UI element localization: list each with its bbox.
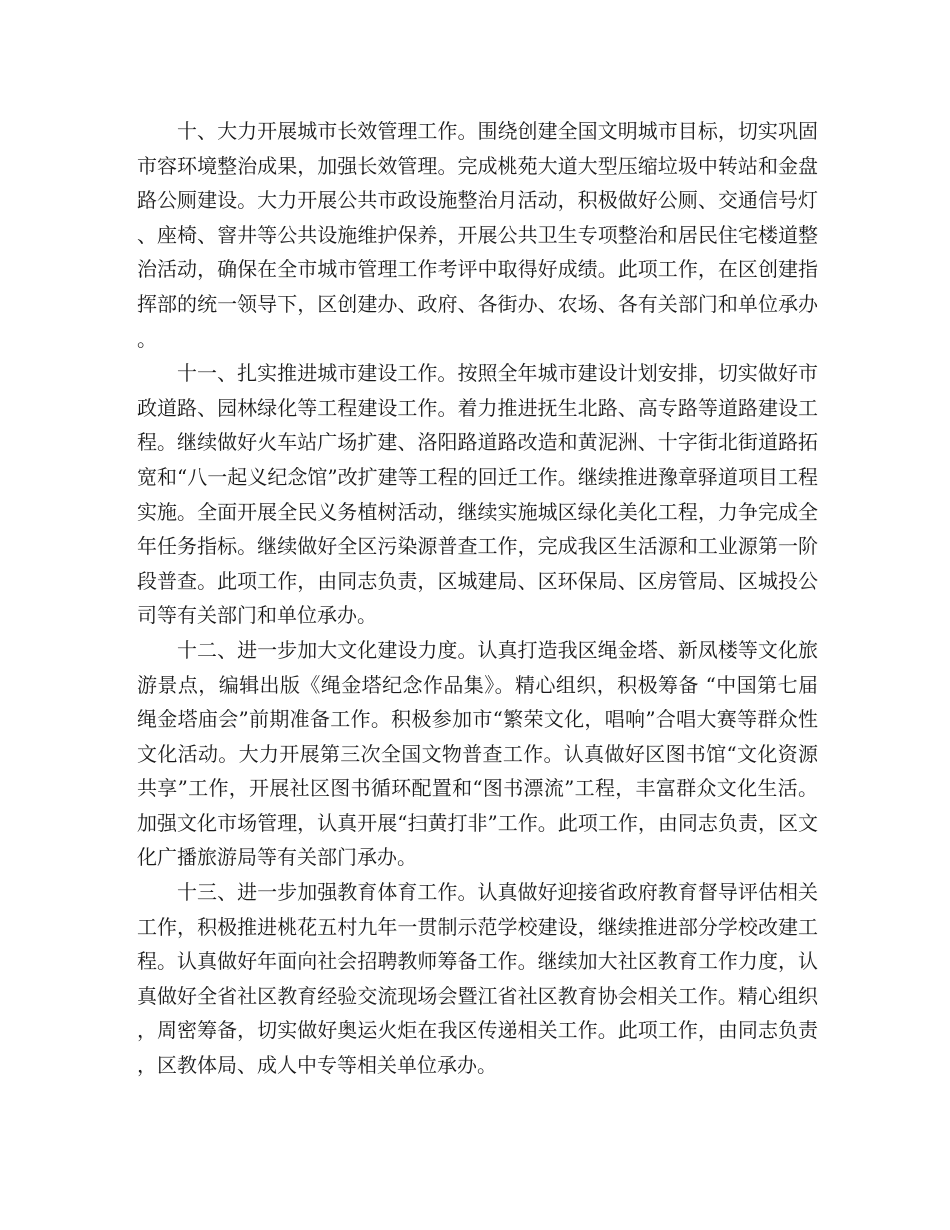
paragraph-education-sports: 十三、进一步加强教育体育工作。认真做好迎接省政府教育督导评估相关工作，积极推进桃花五村九年一贯制示范学校建设，继续推进部分学校改建工程。认真做好年面向社会招聘教师筹备工作。继续加大社区教育工作力度，认真做好全省社区教育经验交流现场会暨江省社区教育协会相关工作。精心组织，周密筹备，切实做好奥运火炬在我区传递相关工作。此项工作，由同志负责，区教体局、成人中专等相关单位承办。	[137, 880, 818, 1078]
document-body	[137, 114, 818, 1083]
paragraph-urban-construction: 十一、扎实推进城市建设工作。按照全年城市建设计划安排，切实做好市政道路、园林绿化等工程建设工作。着力推进抚生北路、高专路等道路建设工程。继续做好火车站广场扩建、洛阳路道路改造和黄泥洲、十字街北街道路拓宽和“八一起义纪念馆”改扩建等工程的回迁工作。继续推进豫章驿道项目工程实施。全面开展全民义务植树活动，继续实施城区绿化美化工程，力争完成全年任务指标。继续做好全区污染源普查工作，完成我区生活源和工业源第一阶段普查。此项工作，由同志负责，区城建局、区环保局、区房管局、区城投公司等有关部门和单位承办。	[137, 361, 818, 628]
paragraph-cultural-development: 十二、进一步加大文化建设力度。认真打造我区绳金塔、新凤楼等文化旅游景点，编辑出版《绳金塔纪念作品集》。精心组织，积极筹备 “中国第七届绳金塔庙会”前期准备工作。积极参加市“繁荣文化，唱响”合唱大赛等群众性文化活动。大力开展第三次全国文物普查工作。认真做好区图书馆“文化资源共享”工作，开展社区图书循环配置和“图书漂流”工程，丰富群众文化生活。加强文化市场管理，认真开展“扫黄打非”工作。此项工作，由同志负责，区文化广播旅游局等有关部门承办。	[137, 637, 818, 870]
paragraph-urban-management: 十、大力开展城市长效管理工作。围绕创建全国文明城市目标，切实巩固市容环境整治成果，加强长效管理。完成桃苑大道大型压缩垃圾中转站和金盘路公厕建设。大力开展公共市政设施整治月活动，积极做好公厕、交通信号灯、座椅、窨井等公共设施维护保养，开展公共卫生专项整治和居民住宅楼道整治活动，确保在全市城市管理工作考评中取得好成绩。此项工作，在区创建指挥部的统一领导下，区创建办、政府、各街办、农场、各有关部门和单位承办。	[137, 119, 818, 351]
